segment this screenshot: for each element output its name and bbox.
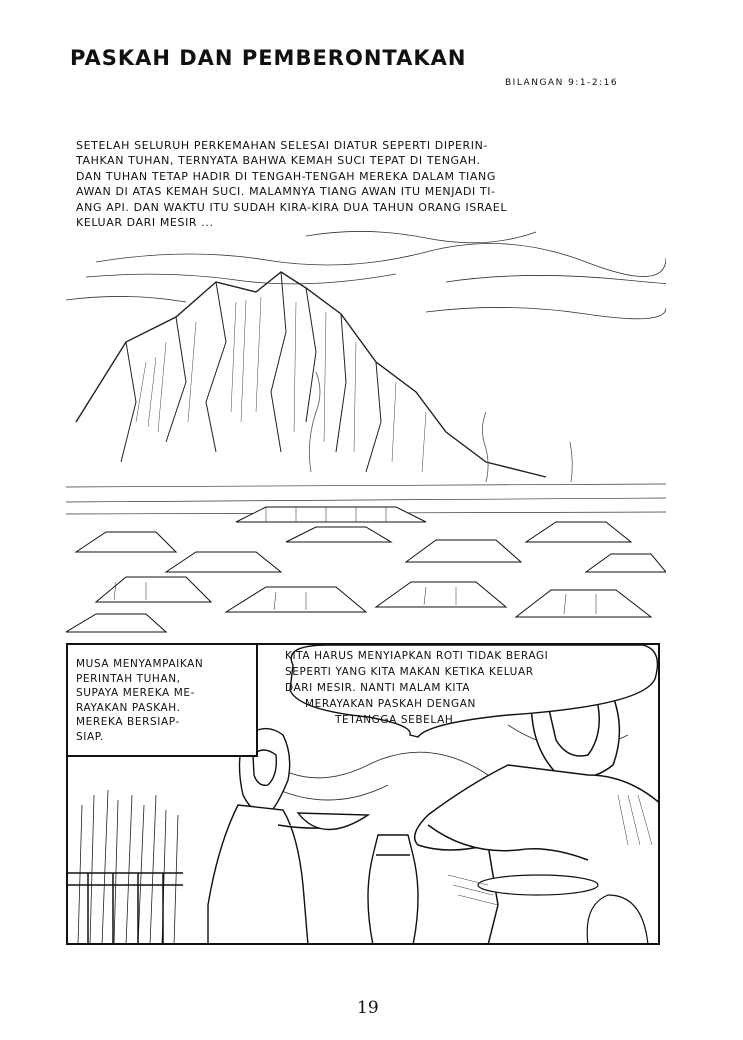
page-number: 19	[357, 998, 379, 1018]
caption-line: MUSA MENYAMPAIKAN	[76, 658, 204, 670]
narration-line: SETELAH SELURUH PERKEMAHAN SELESAI DIATUR SEPERTI DIPERIN-	[76, 139, 488, 152]
scripture-reference: BILANGAN 9:1-2:16	[505, 78, 619, 88]
narration-line: ANG API. DAN WAKTU ITU SUDAH KIRA-KIRA DUA TAHUN ORANG ISRAEL	[76, 200, 508, 214]
caption-line: PERINTAH TUHAN,	[76, 672, 181, 685]
girl-figure	[208, 729, 338, 945]
narration-line: KELUAR DARI MESIR ...	[76, 216, 214, 230]
speech-line: KITA HARUS MENYIAPKAN ROTI TIDAK BERAGI	[285, 650, 549, 662]
narration-line: AWAN DI ATAS KEMAH SUCI. MALAMNYA TIANG AWAN ITU MENJADI TI-	[76, 185, 496, 199]
narration-line: DAN TUHAN TETAP HADIR DI TENGAH-TENGAH MEREKA DALAM TIANG	[76, 169, 496, 183]
narration-line: TAHKAN TUHAN, TERNYATA BAHWA KEMAH SUCI TEPAT DI TENGAH.	[76, 154, 481, 168]
mountain	[76, 272, 546, 477]
page-title: PASKAH DAN PEMBERONTAKAN	[70, 46, 467, 70]
speech-line: DARI MESIR. NANTI MALAM KITA	[285, 682, 471, 694]
speech-line: SEPERTI YANG KITA MAKAN KETIKA KELUAR	[285, 666, 534, 678]
speech-line: MERAYAKAN PASKAH DENGAN	[305, 698, 476, 710]
tents	[66, 507, 666, 632]
caption-box	[68, 645, 258, 757]
caption-line: MEREKA BERSIAP-	[76, 716, 180, 729]
narration-text	[76, 138, 676, 230]
camp-illustration	[66, 222, 666, 642]
speech-text	[285, 648, 665, 728]
caption-line: SIAP.	[76, 730, 104, 743]
caption-line: RAYAKAN PASKAH.	[76, 701, 181, 714]
caption-line: SUPAYA MEREKA ME-	[76, 687, 196, 700]
jug	[368, 835, 418, 945]
speech-line: TETANGGA SEBELAH.	[335, 714, 458, 726]
